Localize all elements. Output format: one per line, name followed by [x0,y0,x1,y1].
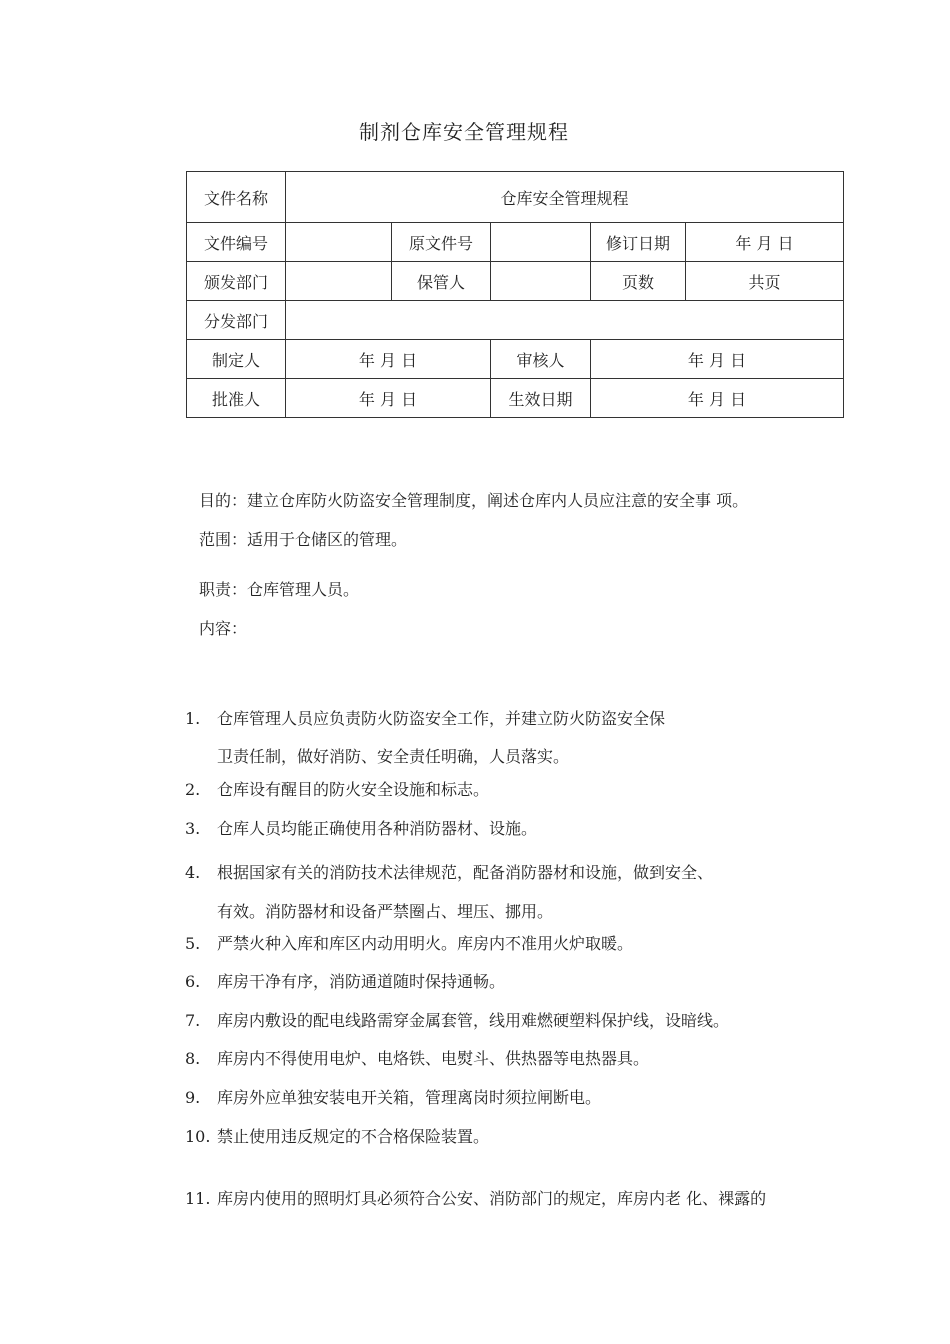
list-item-text: 库房内敷设的配电线路需穿金属套管，线用难燃硬塑料保护线，设暗线。 [217,1011,730,1030]
list-item-text: 根据国家有关的消防技术法律规范，配备消防器材和设施，做到安全、 [217,863,714,882]
revision-date-value: 年 月 日 [686,223,844,262]
list-item-text: 库房外应单独安装电开关箱，管理离岗时须拉闸断电。 [217,1088,602,1107]
scope-paragraph: 范围：适用于仓储区的管理。 [199,530,408,549]
list-item-number: 10. [185,1127,211,1146]
file-no-value [286,223,392,262]
custodian-value [491,262,591,301]
effective-date-label: 生效日期 [491,379,591,418]
list-item [185,706,665,729]
list-item-number: 9. [185,1088,201,1107]
pages-value: 共页 [686,262,844,301]
list-item [185,1186,766,1209]
purpose-paragraph: 目的：建立仓库防火防盗安全管理制度，阐述仓库内人员应注意的安全事 项。 [199,491,749,510]
list-item-continuation: 有效。消防器材和设备严禁圈占、埋压、挪用。 [217,902,554,921]
list-item [185,1124,489,1147]
issuing-dept-label: 颁发部门 [187,262,286,301]
revision-date-label: 修订日期 [591,223,686,262]
list-item [185,816,537,839]
list-item-text: 库房干净有序，消防通道随时保持通畅。 [217,972,506,991]
content-label: 内容： [199,619,248,638]
document-info-table [186,171,844,418]
list-item-text: 仓库管理人员应负责防火防盗安全工作，并建立防火防盗安全保 [217,709,666,728]
list-item-number: 5. [185,934,201,953]
custodian-label: 保管人 [392,262,491,301]
orig-file-no-label: 原文件号 [392,223,491,262]
list-item-text: 库房内使用的照明灯具必须符合公安、消防部门的规定，库房内老 化、裸露的 [217,1189,767,1208]
list-item-text: 库房内不得使用电炉、电烙铁、电熨斗、供热器等电热器具。 [217,1049,650,1068]
issuing-dept-value [286,262,392,301]
list-item-text: 仓库人员均能正确使用各种消防器材、设施。 [217,819,538,838]
list-item [185,1046,649,1069]
list-item-number: 3. [185,819,201,838]
reviewer-date: 年 月 日 [591,340,844,379]
pages-label: 页数 [591,262,686,301]
list-item [185,931,633,954]
list-item-number: 11. [185,1189,211,1208]
list-item [185,1085,601,1108]
file-no-label: 文件编号 [187,223,286,262]
list-item-text: 禁止使用违反规定的不合格保险装置。 [217,1127,490,1146]
distribution-dept-value [286,301,844,340]
orig-file-no-value [491,223,591,262]
list-item-continuation: 卫责任制，做好消防、安全责任明确，人员落实。 [217,747,570,766]
author-label: 制定人 [187,340,286,379]
effective-date-value: 年 月 日 [591,379,844,418]
list-item [185,777,489,800]
list-item [185,1008,729,1031]
list-item-number: 6. [185,972,201,991]
responsibility-paragraph: 职责：仓库管理人员。 [199,580,360,599]
author-date: 年 月 日 [286,340,491,379]
list-item-text: 严禁火种入库和库区内动用明火。库房内不准用火炉取暖。 [217,934,634,953]
distribution-dept-label: 分发部门 [187,301,286,340]
list-item [185,860,713,883]
file-name-label: 文件名称 [187,172,286,223]
document-title: 制剂仓库安全管理规程 [359,120,569,144]
approver-date: 年 月 日 [286,379,491,418]
reviewer-label: 审核人 [491,340,591,379]
list-item-number: 2. [185,780,201,799]
list-item-number: 4. [185,863,201,882]
list-item-text: 仓库设有醒目的防火安全设施和标志。 [217,780,490,799]
approver-label: 批准人 [187,379,286,418]
list-item-number: 1. [185,709,201,728]
list-item [185,969,505,992]
list-item-number: 8. [185,1049,201,1068]
file-name-value: 仓库安全管理规程 [286,172,844,223]
list-item-number: 7. [185,1011,201,1030]
